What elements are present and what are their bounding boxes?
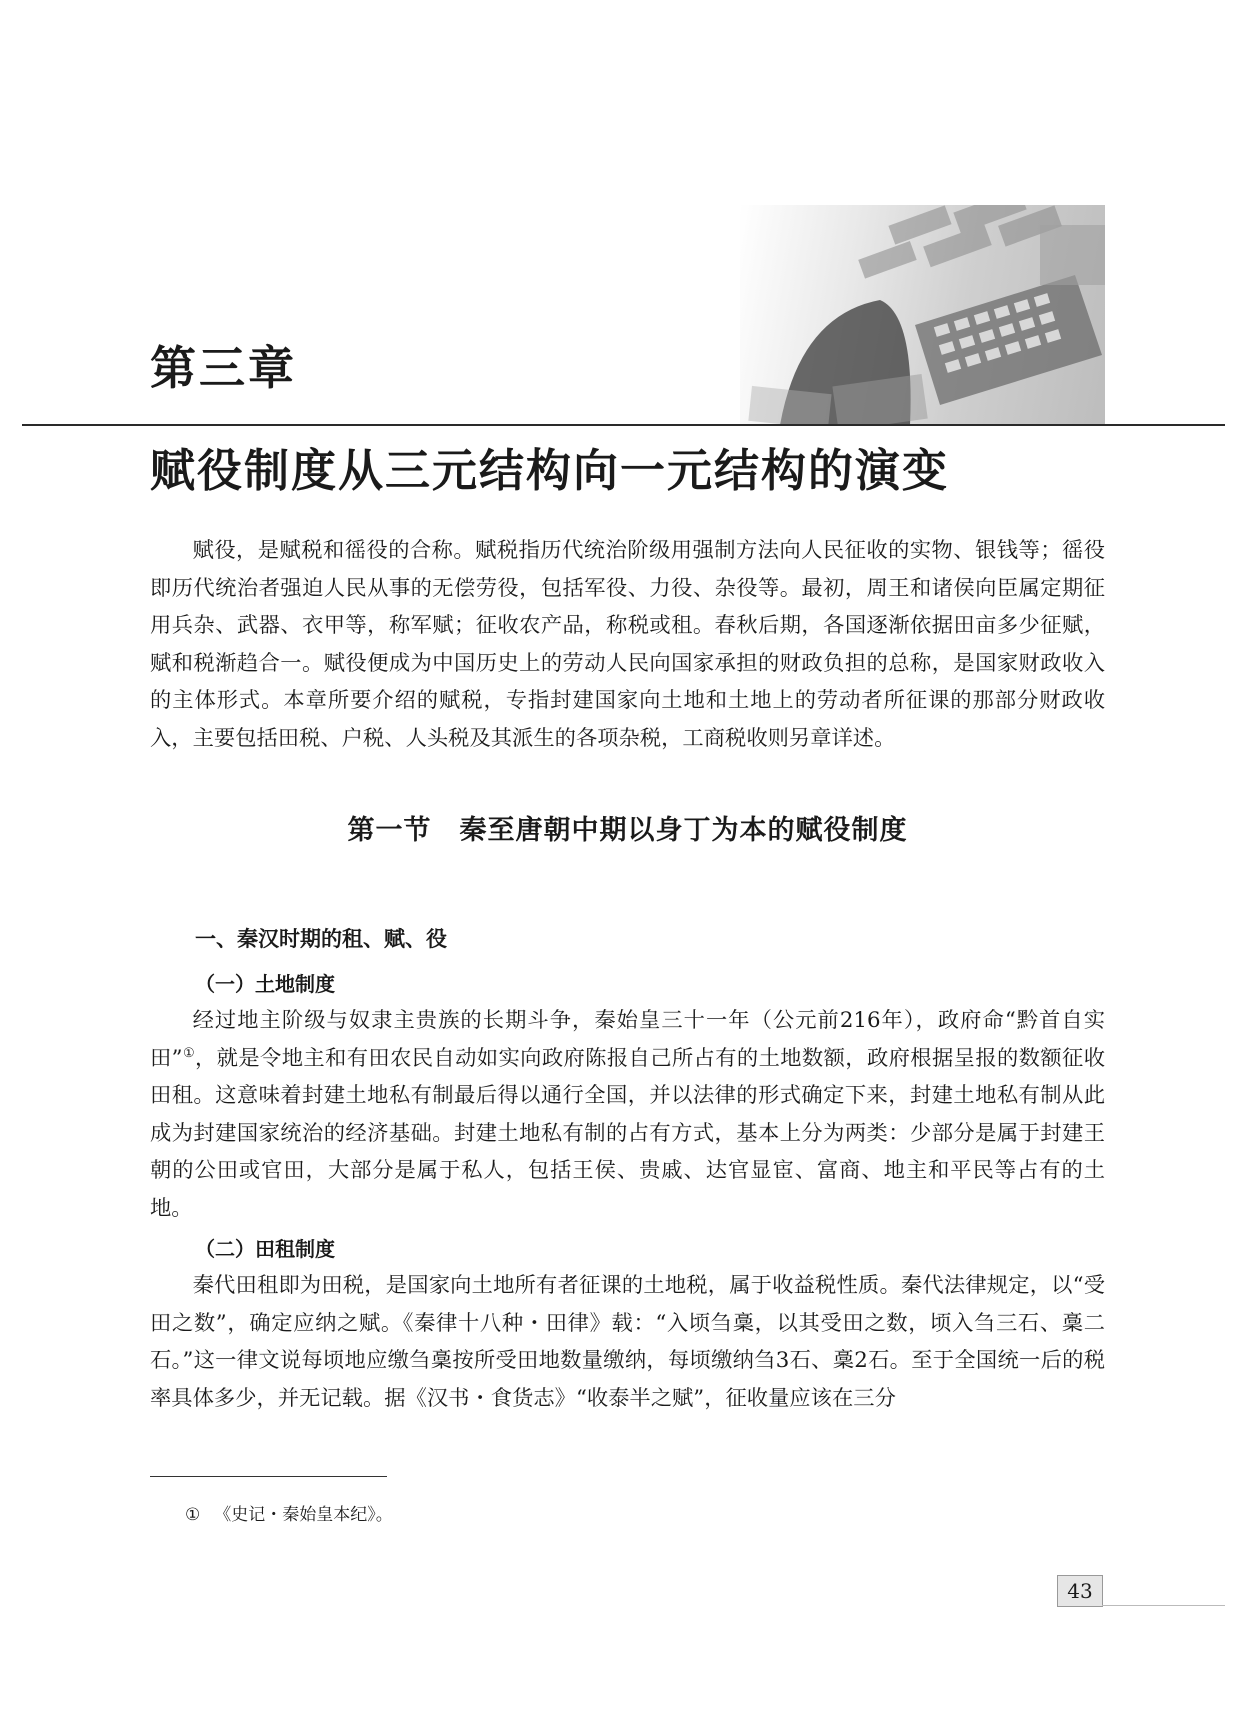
land-rent-paragraph: 秦代田租即为田税，是国家向土地所有者征课的土地税，属于收益税性质。秦代法律规定，以“受田之数”，确定应纳之赋。《秦律十八种・田律》载：“入顷刍稾，以其受田之数，顷入刍三石、稾二石。”这一律文说每顷地应缴刍稾按所受田地数量缴纳，每顷缴纳刍3石、稾2石。至于全国统一后的税率具体多少，并无记载。据《汉书・食货志》“收泰半之赋”，征收量应该在三分 (150, 1273, 1105, 1411)
footnote-divider (150, 1476, 387, 1477)
intro-paragraph: 赋役，是赋税和徭役的合称。赋税指历代统治阶级用强制方法向人民征收的实物、银钱等；徭役即历代统治者强迫人民从事的无偿劳役，包括军役、力役、杂役等。最初，周王和诸侯向臣属定期征用兵杂、武器、衣甲等，称军赋；征收农产品，称税或租。春秋后期，各国逐渐依据田亩多少征赋，赋和税渐趋合一。赋役便成为中国历史上的劳动人民向国家承担的财政负担的总称，是国家财政收入的主体形式。本章所要介绍的赋税，专指封建国家向土地和土地上的劳动者所征课的那部分财政收入，主要包括田税、户税、人头税及其派生的各项杂税，工商税收则另章详述。 (150, 538, 1105, 751)
chapter-title: 赋役制度从三元结构向一元结构的演变 (150, 444, 950, 497)
land-system-text-end: ，就是令地主和有田农民自动如实向政府陈报自己所占有的土地数额，政府根据呈报的数额征收田租。这意味着封建土地私有制最后得以通行全国，并以法律的形式确定下来，封建土地私有制从此成为封建国家统治的经济基础。封建土地私有制的占有方式，基本上分为两类：少部分是属于封建王朝的公田或官田，大部分是属于私人，包括王侯、贵戚、达官显宦、富商、地主和平民等占有的土地。 (150, 1045, 1106, 1221)
footnote-text: 《史记・秦始皇本纪》。 (214, 1505, 393, 1525)
chapter-label: 第三章 (150, 341, 297, 395)
footnote (185, 1500, 393, 1525)
section-title: 第一节 秦至唐朝中期以身丁为本的赋役制度 (347, 815, 908, 846)
subsection-title: 一、秦汉时期的租、赋、役 (195, 926, 447, 951)
page-number-rule (1102, 1605, 1225, 1606)
footnote-mark: ① (185, 1505, 201, 1525)
land-system-heading: （一）土地制度 (195, 972, 335, 997)
land-rent-heading: （二）田租制度 (195, 1237, 335, 1262)
page-number: 43 (1057, 1575, 1103, 1607)
chapter-body (150, 532, 1105, 1417)
land-system-text-start: 经过地主阶级与奴隶主贵族的长期斗争，秦始皇三十一年（公元前216年），政府命“黔首自实田” (150, 1008, 1105, 1071)
keyboard-illustration (740, 205, 1105, 425)
chapter-header-image (740, 205, 1105, 425)
chapter-divider (22, 424, 1225, 426)
land-system-paragraph (150, 1002, 1105, 1227)
footnote-reference[interactable]: ① (182, 1045, 195, 1061)
